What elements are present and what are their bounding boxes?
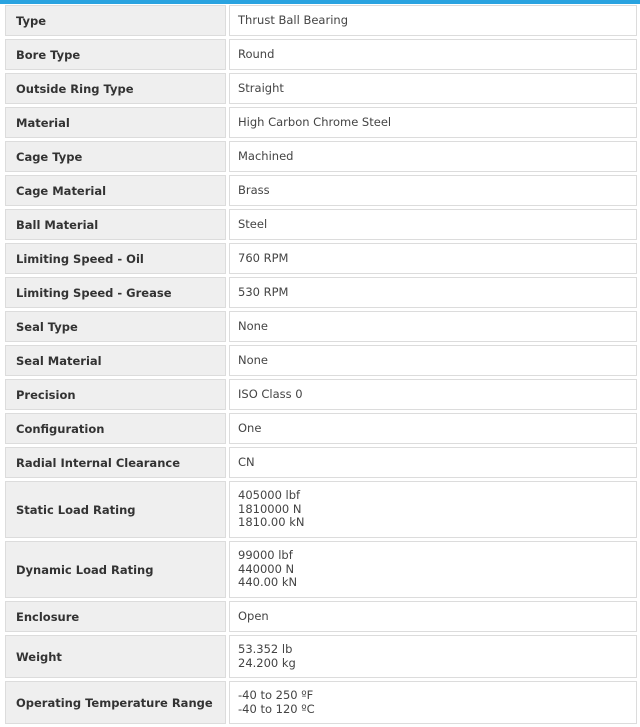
spec-label: Limiting Speed - Grease [5, 277, 226, 308]
spec-value [229, 311, 637, 342]
spec-table [5, 5, 637, 727]
spec-value-line: None [238, 318, 269, 333]
spec-label: Static Load Rating [5, 481, 226, 538]
spec-label: Weight [5, 635, 226, 678]
spec-value-line: One [238, 420, 262, 435]
spec-value [229, 681, 637, 724]
spec-value [229, 209, 637, 240]
spec-row-weight [5, 635, 637, 678]
spec-value-line: 530 RPM [238, 284, 289, 299]
spec-value [229, 447, 637, 478]
spec-label: Radial Internal Clearance [5, 447, 226, 478]
spec-label: Dynamic Load Rating [5, 541, 226, 598]
spec-label: Type [5, 5, 226, 36]
spec-value-line: Brass [238, 182, 270, 197]
spec-value-line: -40 to 250 ºF [238, 688, 314, 702]
spec-label: Outside Ring Type [5, 73, 226, 104]
spec-row-dynamic-load-rating [5, 541, 637, 598]
spec-label: Enclosure [5, 601, 226, 632]
spec-value [229, 379, 637, 410]
spec-value-line: Round [238, 46, 275, 61]
spec-value-line: 53.352 lb [238, 642, 293, 656]
spec-row-cage-type [5, 141, 637, 172]
spec-value-line: CN [238, 454, 255, 469]
spec-value [229, 635, 637, 678]
spec-row-seal-type [5, 311, 637, 342]
spec-value-line: Open [238, 608, 269, 623]
spec-value [229, 243, 637, 274]
spec-row-seal-material [5, 345, 637, 376]
spec-label: Seal Material [5, 345, 226, 376]
spec-value [229, 39, 637, 70]
spec-value-line: Straight [238, 80, 284, 95]
spec-value-line: 440.00 kN [238, 575, 298, 590]
spec-value-line: Steel [238, 216, 268, 231]
spec-label: Limiting Speed - Oil [5, 243, 226, 274]
spec-label: Operating Temperature Range [5, 681, 226, 724]
top-accent-bar [0, 0, 640, 4]
spec-value-line: 760 RPM [238, 250, 289, 265]
spec-value [229, 601, 637, 632]
spec-value-line: 1810.00 kN [238, 515, 305, 530]
spec-value [229, 73, 637, 104]
spec-label: Configuration [5, 413, 226, 444]
spec-value [229, 5, 637, 36]
spec-value [229, 345, 637, 376]
spec-row-radial-internal-clearance [5, 447, 637, 478]
spec-label: Ball Material [5, 209, 226, 240]
spec-row-limiting-speed-oil [5, 243, 637, 274]
spec-row-operating-temperature-range [5, 681, 637, 724]
spec-row-static-load-rating [5, 481, 637, 538]
spec-value [229, 541, 637, 598]
spec-value [229, 141, 637, 172]
spec-label: Material [5, 107, 226, 138]
spec-value-line: 99000 lbf [238, 548, 293, 563]
spec-label: Seal Type [5, 311, 226, 342]
spec-value-line: ISO Class 0 [238, 386, 303, 401]
spec-value-line: None [238, 352, 269, 367]
spec-value-line: 1810000 N [238, 501, 302, 516]
spec-value-line: 405000 lbf [238, 488, 301, 503]
spec-label: Bore Type [5, 39, 226, 70]
spec-row-ball-material [5, 209, 637, 240]
spec-row-outside-ring-type [5, 73, 637, 104]
spec-row-material [5, 107, 637, 138]
spec-label: Cage Type [5, 141, 226, 172]
spec-label: Precision [5, 379, 226, 410]
spec-value [229, 107, 637, 138]
spec-row-bore-type [5, 39, 637, 70]
spec-row-type [5, 5, 637, 36]
spec-value-line: 24.200 kg [238, 655, 296, 670]
spec-value [229, 175, 637, 206]
spec-row-configuration [5, 413, 637, 444]
spec-value [229, 481, 637, 538]
spec-value-line: High Carbon Chrome Steel [238, 114, 392, 129]
spec-row-enclosure [5, 601, 637, 632]
spec-value-line: Thrust Ball Bearing [238, 12, 348, 27]
spec-row-precision [5, 379, 637, 410]
spec-row-limiting-speed-grease [5, 277, 637, 308]
spec-value-line: Machined [238, 148, 294, 163]
spec-label: Cage Material [5, 175, 226, 206]
spec-value [229, 413, 637, 444]
spec-value-line: -40 to 120 ºC [238, 701, 315, 716]
spec-row-cage-material [5, 175, 637, 206]
spec-value [229, 277, 637, 308]
spec-value-line: 440000 N [238, 561, 295, 576]
